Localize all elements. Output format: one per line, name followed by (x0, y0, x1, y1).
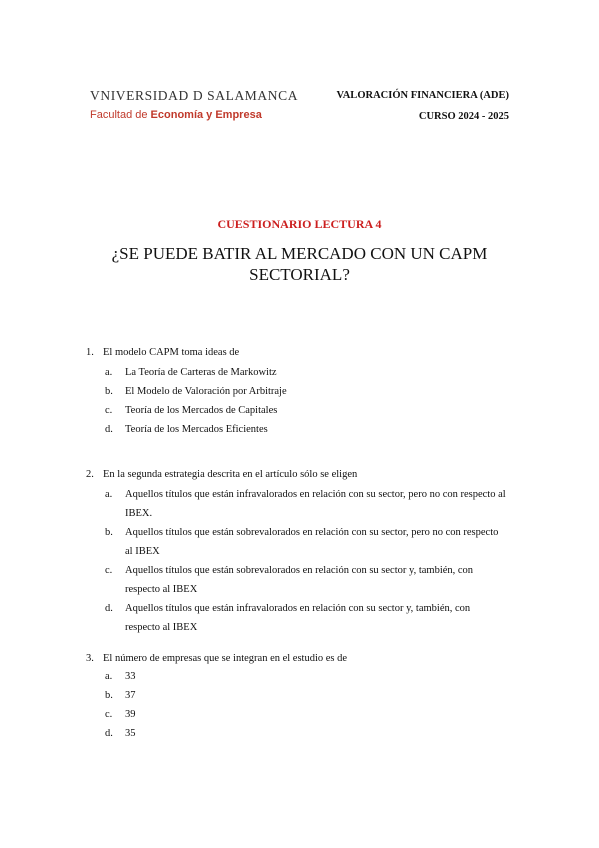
option-text: 35 (125, 728, 136, 739)
faculty-prefix: Facultad de (90, 109, 151, 121)
option-text: El Modelo de Valoración por Arbitraje (125, 386, 287, 397)
option-text: La Teoría de Carteras de Markowitz (125, 367, 277, 378)
faculty-name (90, 109, 298, 122)
option-text: Aquellos títulos que están sobrevalorados en relación con su sector, pero no con respecto al IBEX (125, 527, 499, 557)
option-letter: d. (105, 424, 113, 435)
question-3 (86, 652, 506, 741)
option-letter: a. (105, 671, 113, 682)
option-text: Aquellos títulos que están infravalorados en relación con su sector, pero no con respecto al IBEX. (125, 489, 506, 519)
option-b (105, 385, 506, 399)
question-2 (86, 468, 506, 637)
question-list (86, 346, 506, 746)
option-d (105, 727, 506, 741)
option-letter: b. (105, 386, 113, 397)
option-a (105, 485, 506, 523)
option-a (105, 366, 506, 380)
option-letter: c. (105, 405, 113, 416)
option-b (105, 523, 506, 561)
option-text: Aquellos títulos que están infravalorados en relación con su sector y, también, con respecto al IBEX (125, 603, 471, 633)
question-number: 1. (86, 347, 94, 358)
course-name: VALORACIÓN FINANCIERA (ADE) (336, 90, 509, 101)
option-text: 37 (125, 690, 136, 701)
option-c (105, 708, 506, 722)
option-letter: b. (105, 690, 113, 701)
option-a (105, 670, 506, 684)
option-text: 39 (125, 709, 136, 720)
option-letter: b. (105, 527, 113, 538)
course-year: CURSO 2024 - 2025 (418, 111, 509, 122)
option-text: Teoría de los Mercados de Capitales (125, 405, 278, 416)
page-header (90, 88, 509, 128)
option-b (105, 689, 506, 703)
question-number: 3. (86, 653, 94, 664)
question-1 (86, 346, 506, 437)
option-letter: d. (105, 728, 113, 739)
course-info (337, 90, 510, 122)
option-letter: c. (105, 565, 113, 576)
option-d (105, 599, 506, 637)
option-text: Teoría de los Mercados Eficientes (125, 424, 268, 435)
option-text: 33 (125, 671, 136, 682)
option-letter: a. (105, 489, 113, 500)
option-d (105, 423, 506, 437)
option-list (86, 670, 506, 741)
option-c (105, 404, 506, 418)
page-title: ¿SE PUEDE BATIR AL MERCADO CON UN CAPM SECTORIAL? (111, 244, 488, 284)
option-c (105, 561, 506, 599)
university-logo (90, 88, 298, 122)
option-list (86, 485, 506, 637)
question-text: El modelo CAPM toma ideas de (103, 347, 240, 358)
university-name: VNIVERSIDAD D SALAMANCA (90, 88, 299, 103)
question-text: El número de empresas que se integran en el estudio es de (103, 653, 348, 664)
faculty-title: Economía y Empresa (150, 109, 262, 121)
option-letter: c. (105, 709, 113, 720)
option-letter: a. (105, 367, 113, 378)
question-text: En la segunda estrategia descrita en el artículo sólo se eligen (103, 469, 358, 480)
quiz-label: CUESTIONARIO LECTURA 4 (217, 217, 382, 231)
option-list (86, 366, 506, 437)
question-number: 2. (86, 469, 94, 480)
option-text: Aquellos títulos que están sobrevalorados en relación con su sector y, también, con respecto al IBEX (125, 565, 474, 595)
option-letter: d. (105, 603, 113, 614)
